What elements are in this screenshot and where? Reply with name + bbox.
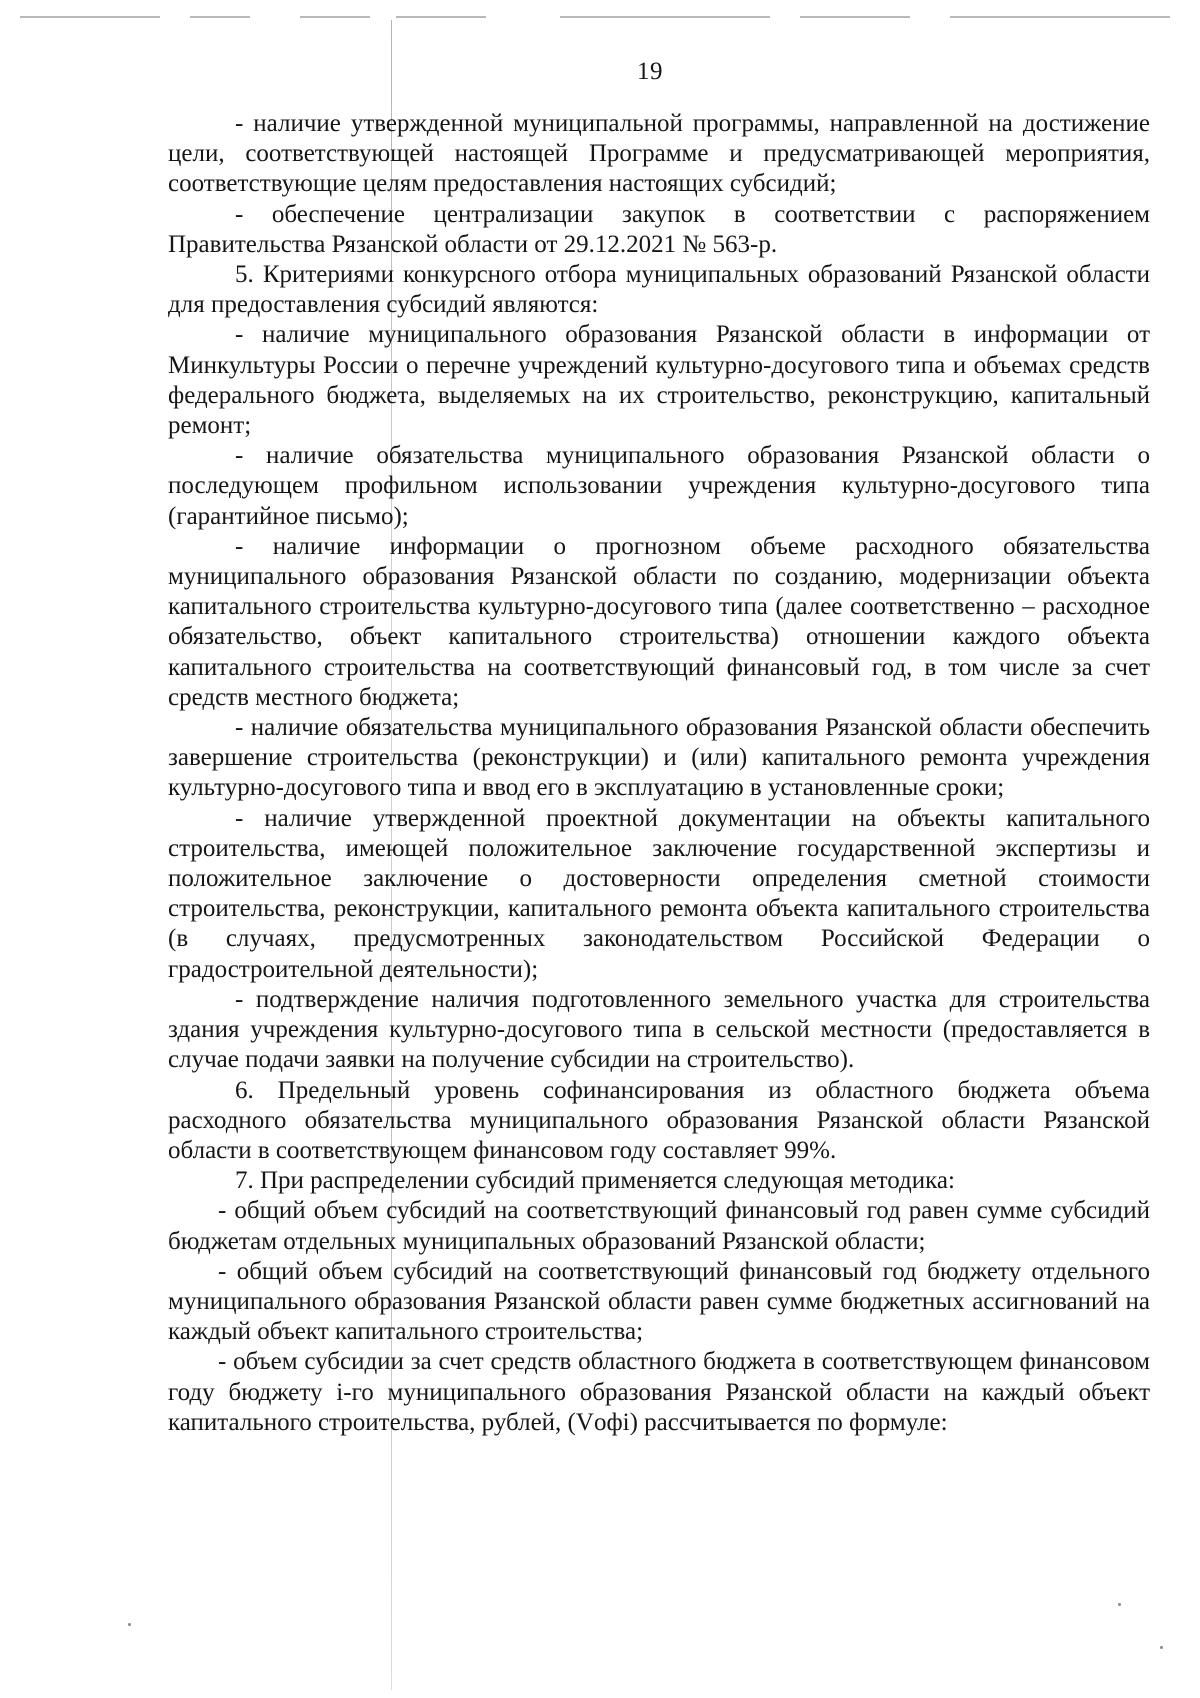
scan-speck: [128, 1623, 131, 1626]
paragraph: - наличие обязательства муниципального образования Рязанской области обеспечить завершение строительства (реконструкции) и (или) капитального ремонта учреждения культурно-досугового типа и ввод его в эксплуатацию в установленные сроки;: [168, 714, 1150, 802]
paragraph: - наличие обязательства муниципального образования Рязанской области о последующем профильном использовании учреждения культурно-досугового типа (гарантийное письмо);: [168, 442, 1150, 530]
paragraph: 5. Критериями конкурсного отбора муниципальных образований Рязанской области для предоставления субсидий являются:: [168, 261, 1150, 319]
paragraph: - наличие утвержденной проектной документации на объекты капитального строительства, имеющей положительное заключение государственной экспертизы и положительное заключение о достоверности определения сметной стоимости строительства, реконструкции, капитального ремонта объекта капитального строительства (в случаях, предусмотренных законодательством Российской Федерации о градостроительной деятельности);: [168, 804, 1150, 983]
paragraph: - общий объем субсидий на соответствующий финансовый год бюджету отдельного муниципального образования Рязанской области равен сумме бюджетных ассигнований на каждый объект капитального строительства;: [168, 1257, 1150, 1346]
paragraph: 7. При распределении субсидий применяется следующая методика:: [235, 1167, 955, 1195]
page-number: 19: [637, 58, 663, 85]
document-body: [168, 109, 1150, 1438]
paragraph: - обеспечение централизации закупок в соответствии с распоряжением Правительства Рязанской области от 29.12.2021 № 563-р.: [168, 200, 1150, 258]
paragraph: - общий объем субсидий на соответствующий финансовый год равен сумме субсидий бюджетам отдельных муниципальных образований Рязанской области;: [168, 1197, 1150, 1255]
paragraph: - наличие информации о прогнозном объеме расходного обязательства муниципального образования Рязанской области по созданию, модернизации объекта капитального строительства культурно-досугового типа (далее соответственно – расходное обязательство, объект капитального строительства) отношении каждого объекта капитального строительства на соответствующий финансовый год, в том числе за счет средств местного бюджета;: [168, 532, 1150, 711]
scan-speck: [1118, 1603, 1121, 1606]
paragraph: - подтверждение наличия подготовленного земельного участка для строительства здания учреждения культурно-досугового типа в сельской местности (предоставляется в случае подачи заявки на получение субсидии на строительство).: [168, 985, 1150, 1074]
paragraph: - объем субсидии за счет средств областного бюджета в соответствующем финансовом году бюджету i-го муниципального образования Рязанской области на каждый объект капитального строительства, рублей, (Vофi) рассчитывается по формуле:: [168, 1348, 1150, 1436]
paragraph: 6. Предельный уровень софинансирования из областного бюджета объема расходного обязательства муниципального образования Рязанской области Рязанской области в соответствующем финансовом году составляет 99%.: [168, 1076, 1150, 1164]
scan-top-edge: [0, 14, 1200, 22]
paragraph: - наличие утвержденной муниципальной программы, направленной на достижение цели, соответствующей настоящей Программе и предусматривающей мероприятия, соответствующие целям предоставления настоящих субсидий;: [168, 110, 1150, 198]
paragraph: - наличие муниципального образования Рязанской области в информации от Минкультуры России о перечне учреждений культурно-досугового типа и объемах средств федерального бюджета, выделяемых на их строительство, реконструкцию, капитальный ремонт;: [168, 321, 1150, 440]
scan-speck: [1160, 1646, 1163, 1649]
